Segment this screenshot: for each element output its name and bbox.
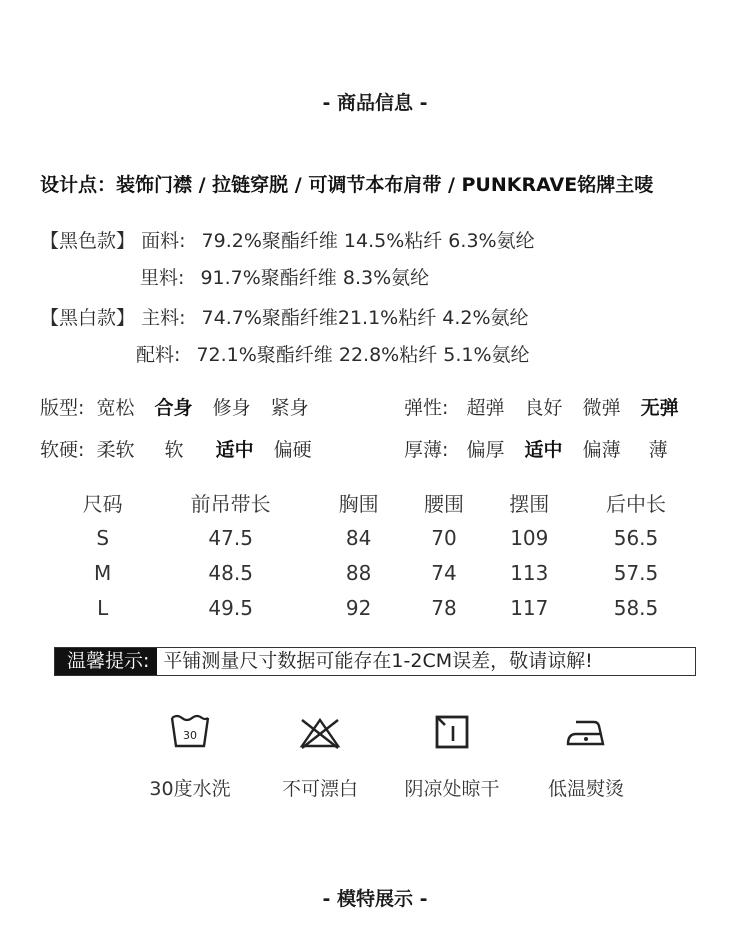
material-value: 74.7%聚酯纤维21.1%粘纤 4.2%氨纶	[201, 307, 529, 329]
tip-text: 平铺测量尺寸数据可能存在1-2CM误差，敬请谅解!	[163, 650, 593, 672]
attr-option: 薄	[648, 439, 668, 461]
attr-softness	[40, 435, 326, 462]
attr-option-selected: 适中	[524, 439, 563, 461]
material-label: 主料:	[141, 307, 186, 329]
material-bw-trim	[136, 340, 530, 367]
material-tag: 【黑白款】	[40, 307, 136, 329]
table-cell: S	[96, 525, 110, 550]
dry-in-shade-icon	[432, 712, 472, 752]
model-show-title: - 模特展示 -	[322, 888, 428, 910]
table-cell: 84	[345, 525, 372, 550]
care-label-bleach: 不可漂白	[281, 778, 358, 800]
attr-option: 偏厚	[466, 439, 505, 461]
table-cell: 70	[431, 525, 457, 550]
table-cell: 56.5	[613, 525, 659, 550]
table-cell: 48.5	[208, 560, 253, 585]
attr-option: 超弹	[466, 397, 505, 419]
header-size: 尺码	[82, 491, 123, 516]
material-label: 配料:	[136, 344, 181, 366]
wash-temp-badge: 30	[183, 729, 197, 742]
attr-option: 紧身	[270, 397, 309, 419]
table-cell: 78	[431, 595, 457, 620]
material-value: 91.7%聚酯纤维 8.3%氨纶	[200, 267, 430, 289]
table-cell: L	[97, 595, 109, 620]
table-cell: 92	[345, 595, 372, 620]
care-label-iron: 低温熨烫	[547, 778, 624, 800]
do-not-bleach-icon	[298, 712, 342, 752]
attr-option: 软	[164, 439, 184, 461]
iron-low-icon	[564, 712, 608, 752]
table-row	[60, 555, 700, 590]
design-points: 设计点：装饰门襟 / 拉链穿脱 / 可调节本布肩带 / PUNKRAVE铭牌主唛	[40, 174, 654, 196]
table-cell: 49.5	[208, 595, 253, 620]
attr-option: 柔软	[96, 439, 135, 461]
material-black-main	[40, 226, 535, 253]
attr-label: 厚薄:	[404, 439, 449, 461]
care-item-bleach	[245, 712, 395, 801]
table-cell: 117	[510, 595, 549, 620]
material-label: 面料:	[141, 230, 186, 252]
care-item-iron	[511, 712, 661, 801]
attr-fit	[40, 393, 323, 420]
table-cell: 113	[510, 560, 549, 585]
care-item-dry	[377, 712, 527, 801]
attr-option: 修身	[212, 397, 251, 419]
attr-thickness	[404, 435, 682, 462]
header-back-length: 后中长	[605, 491, 666, 516]
table-cell: 47.5	[208, 525, 253, 550]
attr-option-selected: 无弹	[640, 397, 679, 419]
attr-option-selected: 适中	[215, 439, 254, 461]
attr-option: 微弹	[582, 397, 621, 419]
attr-label: 弹性:	[404, 397, 449, 419]
material-tag: 【黑色款】	[40, 230, 136, 252]
table-cell: 88	[345, 560, 372, 585]
header-front-strap: 前吊带长	[190, 491, 271, 516]
size-table-header	[60, 484, 700, 520]
table-cell: 109	[510, 525, 549, 550]
attr-label: 软硬:	[40, 439, 85, 461]
attr-option: 偏薄	[582, 439, 621, 461]
attr-option: 偏硬	[273, 439, 312, 461]
size-table	[60, 484, 700, 625]
product-info-title: - 商品信息 -	[322, 92, 428, 114]
header-waist: 腰围	[423, 491, 464, 516]
material-value: 72.1%聚酯纤维 22.8%粘纤 5.1%氨纶	[196, 344, 530, 366]
table-cell: M	[94, 560, 112, 585]
attr-elasticity	[404, 393, 693, 420]
material-black-lining	[140, 263, 429, 290]
care-item-wash	[115, 712, 265, 801]
table-row	[60, 520, 700, 555]
measurement-tip	[54, 647, 696, 676]
care-label-wash: 30度水洗	[149, 778, 231, 800]
wash-30-icon	[169, 712, 211, 752]
material-bw-main	[40, 303, 529, 330]
attr-option: 宽松	[96, 397, 135, 419]
attr-label: 版型:	[40, 397, 85, 419]
material-value: 79.2%聚酯纤维 14.5%粘纤 6.3%氨纶	[201, 230, 535, 252]
header-bust: 胸围	[338, 491, 379, 516]
table-cell: 58.5	[613, 595, 659, 620]
header-hem: 摆围	[509, 491, 550, 516]
table-cell: 57.5	[613, 560, 659, 585]
table-cell: 74	[431, 560, 457, 585]
attr-option-selected: 合身	[154, 397, 193, 419]
tip-label: 温馨提示:	[55, 648, 157, 675]
material-label: 里料:	[140, 267, 185, 289]
attr-option: 良好	[524, 397, 563, 419]
care-label-dry: 阴凉处晾干	[404, 778, 500, 800]
table-row	[60, 590, 700, 625]
